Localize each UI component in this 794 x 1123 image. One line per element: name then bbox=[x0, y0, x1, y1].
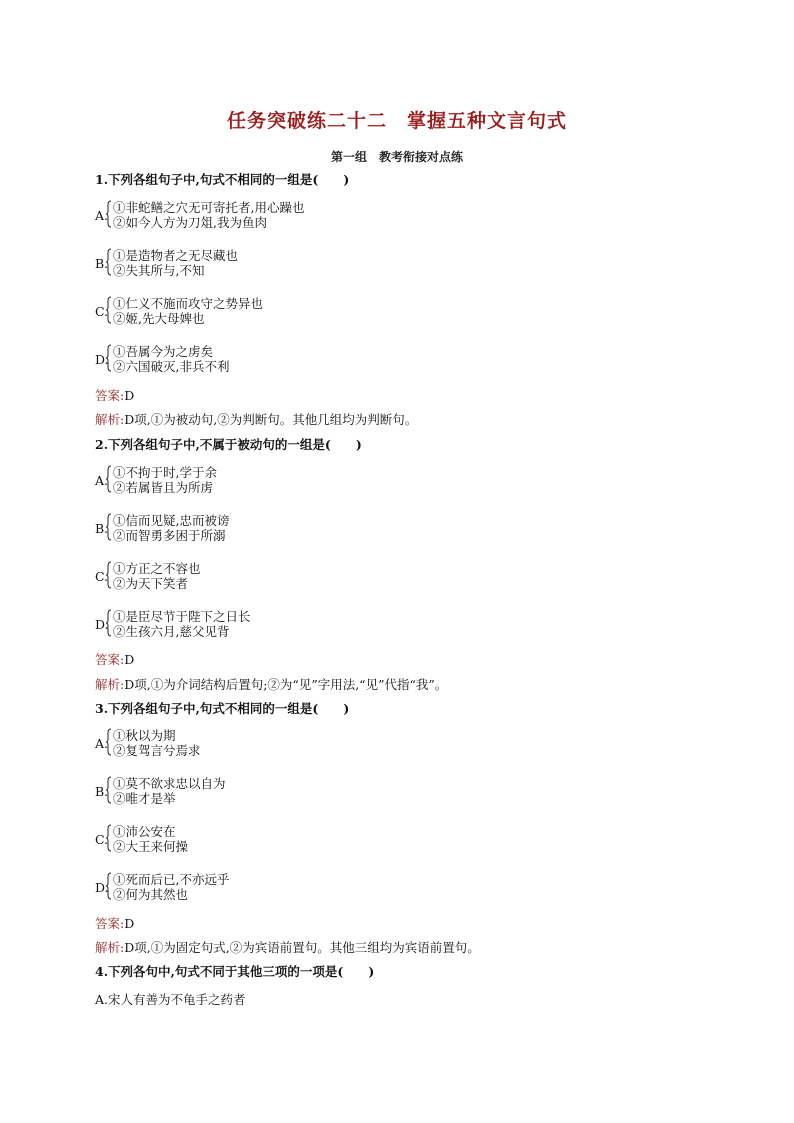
brace-icon bbox=[106, 728, 112, 756]
option-letter: A. bbox=[95, 473, 109, 488]
answer-label: 答案: bbox=[95, 916, 125, 931]
q2-option-a bbox=[95, 463, 695, 497]
option-line-1: ①方正之不容也 bbox=[113, 561, 201, 576]
option-line-2: ②失其所与,不知 bbox=[113, 263, 205, 278]
q1-option-d bbox=[95, 342, 695, 376]
option-line-2: ②姬,先大母婢也 bbox=[113, 311, 205, 326]
question-1: 1.下列各组句子中,句式不相同的一组是( ) bbox=[95, 172, 350, 187]
answer-value: D bbox=[124, 652, 135, 667]
brace-icon bbox=[106, 248, 112, 276]
brace-icon bbox=[106, 200, 112, 228]
option-letter: B. bbox=[95, 256, 109, 271]
brace-icon bbox=[106, 465, 112, 493]
q1-option-a bbox=[95, 198, 695, 232]
option-line-2: ②生孩六月,慈父见背 bbox=[113, 624, 230, 639]
q1-option-b bbox=[95, 246, 695, 280]
option-line-2: ②如今人方为刀俎,我为鱼肉 bbox=[113, 215, 267, 230]
option-line-2: ②六国破灭,非兵不利 bbox=[113, 359, 230, 374]
option-line-1: ①信而见疑,忠而被谤 bbox=[113, 513, 230, 528]
q2-option-d bbox=[95, 607, 695, 641]
option-line-1: ①莫不欲求忠以自为 bbox=[113, 776, 226, 791]
option-line-1: ①吾属今为之虏矣 bbox=[113, 344, 214, 359]
option-line-2: ②若属皆且为所虏 bbox=[113, 480, 214, 495]
q3-analysis bbox=[95, 940, 715, 956]
page-title: 任务突破练二十二 掌握五种文言句式 bbox=[226, 110, 567, 132]
analysis-label: 解析: bbox=[95, 940, 125, 955]
option-letter: A. bbox=[95, 736, 109, 751]
option-line-1: ①死而后已,不亦远乎 bbox=[113, 872, 230, 887]
option-letter: C. bbox=[95, 832, 109, 847]
option-line-2: ②大王来何操 bbox=[113, 839, 189, 854]
question-4: 4.下列各句中,句式不同于其他三项的一项是( ) bbox=[95, 964, 375, 979]
q2-option-b bbox=[95, 511, 695, 545]
option-letter: D. bbox=[95, 617, 109, 632]
option-letter: B. bbox=[95, 784, 109, 799]
option-line-2: ②唯才是举 bbox=[113, 791, 176, 806]
brace-icon bbox=[106, 776, 112, 804]
option-line-2: ②何为其然也 bbox=[113, 887, 189, 902]
q3-option-d bbox=[95, 870, 695, 904]
q1-answer bbox=[95, 388, 715, 404]
answer-value: D bbox=[124, 916, 135, 931]
brace-icon bbox=[106, 513, 112, 541]
option-line-1: ①秋以为期 bbox=[113, 728, 176, 743]
q3-option-a bbox=[95, 726, 695, 760]
option-line-1: ①非蛇鳝之穴无可寄托者,用心躁也 bbox=[113, 200, 305, 215]
option-line-2: ②而智勇多困于所溺 bbox=[113, 528, 226, 543]
answer-label: 答案: bbox=[95, 652, 125, 667]
analysis-text: D项,①为固定句式,②为宾语前置句。其他三组均为宾语前置句。 bbox=[124, 940, 480, 955]
q1-analysis bbox=[95, 412, 715, 428]
q2-answer bbox=[95, 652, 715, 668]
option-line-2: ②复驾言兮焉求 bbox=[113, 743, 201, 758]
brace-icon bbox=[106, 824, 112, 852]
brace-icon bbox=[106, 344, 112, 372]
answer-value: D bbox=[124, 388, 135, 403]
answer-label: 答案: bbox=[95, 388, 125, 403]
option-letter: A. bbox=[95, 208, 109, 223]
q4-option-a: A.宋人有善为不龟手之药者 bbox=[95, 992, 246, 1007]
analysis-text: D项,①为被动句,②为判断句。其他几组均为判断句。 bbox=[124, 412, 418, 427]
question-2: 2.下列各组句子中,不属于被动句的一组是( ) bbox=[95, 437, 362, 452]
brace-icon bbox=[106, 561, 112, 589]
analysis-label: 解析: bbox=[95, 412, 125, 427]
option-letter: C. bbox=[95, 304, 109, 319]
q2-option-c bbox=[95, 559, 695, 593]
option-letter: B. bbox=[95, 521, 109, 536]
brace-icon bbox=[106, 296, 112, 324]
option-line-1: ①沛公安在 bbox=[113, 824, 176, 839]
q3-option-c bbox=[95, 822, 695, 856]
brace-icon bbox=[106, 609, 112, 637]
q2-analysis bbox=[95, 677, 715, 693]
option-line-1: ①仁义不施而攻守之势异也 bbox=[113, 296, 264, 311]
option-letter: D. bbox=[95, 352, 109, 367]
option-line-1: ①是造物者之无尽藏也 bbox=[113, 248, 239, 263]
option-letter: D. bbox=[95, 880, 109, 895]
option-line-1: ①不拘于时,学于余 bbox=[113, 465, 217, 480]
q3-option-b bbox=[95, 774, 695, 808]
option-letter: C. bbox=[95, 569, 109, 584]
q3-answer bbox=[95, 916, 715, 932]
analysis-text: D项,①为介词结构后置句;②为“见”字用法,“见”代指“我”。 bbox=[124, 677, 448, 692]
section-subtitle: 第一组 教考衔接对点练 bbox=[330, 150, 463, 164]
q1-option-c bbox=[95, 294, 695, 328]
question-3: 3.下列各组句子中,句式不相同的一组是( ) bbox=[95, 701, 350, 716]
option-line-1: ①是臣尽节于陛下之日长 bbox=[113, 609, 251, 624]
analysis-label: 解析: bbox=[95, 677, 125, 692]
brace-icon bbox=[106, 872, 112, 900]
option-line-2: ②为天下笑者 bbox=[113, 576, 189, 591]
